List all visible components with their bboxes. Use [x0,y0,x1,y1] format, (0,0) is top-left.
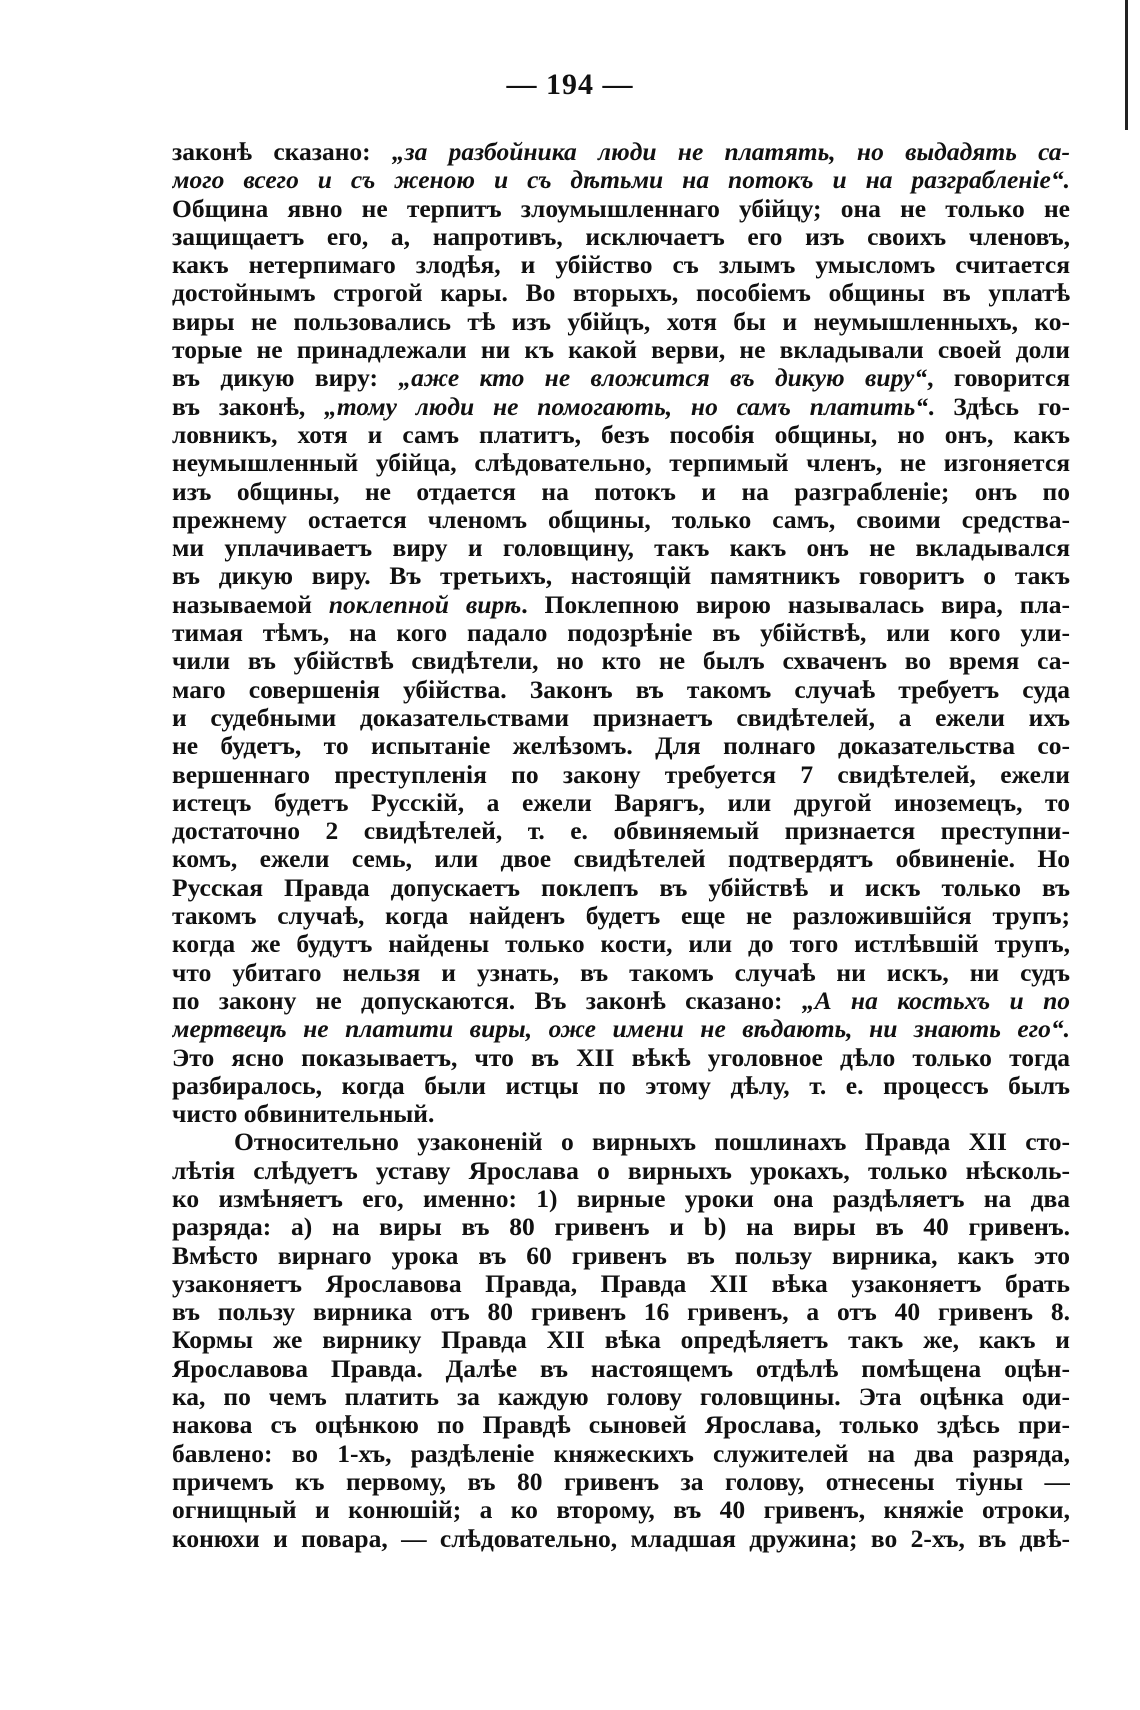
text-line [172,166,1070,194]
text-run: и судебными доказательствами признаетъ свидѣтелей, а ежели ихъ [172,703,1070,732]
text-line [172,1440,1070,1468]
text-run: защищаетъ его, а, напротивъ, исключаетъ его изъ своихъ членовъ, [172,222,1070,251]
text-line [172,1270,1070,1298]
text-run: достойнымъ строгой кары. Во вторыхъ, пособіемъ общины въ уплатѣ [172,279,1070,308]
text-line [172,478,1070,506]
text-run: истецъ будетъ Русскій, а ежели Варягъ, или другой иноземецъ, то [172,788,1070,817]
text-line [172,1044,1070,1072]
text-line [172,1411,1070,1439]
text-run: въ дикую виру: [172,364,399,393]
text-run: Русская Правда допускаетъ поклепъ въ убійствѣ и искъ только въ [172,873,1070,902]
page-number: — 194 — [506,68,634,101]
text-line [172,364,1070,392]
text-run: бавлено: во 1-хъ, раздѣленіе княжескихъ служителей на два разряда, [172,1439,1070,1468]
text-run: по закону не допускаются. Въ законѣ сказано: [172,986,802,1015]
text-line [172,930,1070,958]
text-run: достаточно 2 свидѣтелей, т. е. обвиняемый признается преступни- [172,817,1070,846]
text-line [172,1468,1070,1496]
text-run: разряда: а) на виры въ 80 гривенъ и b) на виры въ 40 гривенъ. [172,1213,1070,1242]
text-run: . Здѣсь го- [928,392,1070,421]
text-line [172,987,1070,1015]
text-line [172,421,1070,449]
text-run: Вмѣсто вирнаго урока въ 60 гривенъ въ пользу вирника, какъ это [172,1241,1070,1270]
text-line [172,1242,1070,1270]
text-line [172,647,1070,675]
text-run: изъ общины, не отдается на потокъ и на разграбленіе; онъ по [172,477,1070,506]
text-run: законѣ сказано: [172,138,392,166]
text-line [172,902,1070,930]
text-run: не будетъ, то испытаніе желѣзомъ. Для полнаго доказательства со- [172,732,1070,761]
text-run: ми уплачиваетъ виру и головщину, такъ какъ онъ не вкладывался [172,534,1070,563]
text-run: тимая тѣмъ, на кого падало подозрѣніе въ убійствѣ, или кого ули- [172,619,1070,648]
text-line [172,562,1070,590]
text-run: что убитаго нельзя и узнать, въ такомъ случаѣ ни искъ, ни судъ [172,958,1070,987]
text-run: . Поклепною вирою называлась вира, пла- [521,590,1070,619]
text-line [172,845,1070,873]
text-run: такомъ случаѣ, когда найденъ будетъ еще не разложившійся трупъ; [172,902,1070,931]
text-line [172,1496,1070,1524]
text-run: въ дикую виру. Въ третьихъ, настоящій памятникъ говоритъ о такъ [172,562,1070,591]
text-run: узаконяетъ Ярославова Правда, Правда XII вѣка узаконяетъ брать [172,1269,1070,1298]
italic-quote: „аже кто не вложится въ дикую виру“ [398,364,928,393]
text-run: причемъ къ первому, въ 80 гривенъ за голову, отнесены тіуны — [172,1467,1070,1496]
text-line [172,761,1070,789]
text-line [172,789,1070,817]
text-run: ловникъ, хотя и самъ платитъ, безъ пособія общины, но онъ, какъ [172,420,1070,449]
text-run: Относительно узаконеній о вирныхъ пошлинахъ Правда XII сто- [234,1128,1070,1157]
text-run: огнищный и конюшій; а ко второму, въ 40 гривенъ, княжіе отроки, [172,1496,1070,1525]
text-run: Ярославова Правда. Далѣе въ настоящемъ отдѣлѣ помѣщена оцѣн- [172,1354,1070,1383]
text-run: неумышленный убійца, слѣдовательно, терпимый членъ, не изгоняется [172,449,1070,478]
italic-quote: мертвецѣ не платити виры, оже имени не вѣдають, ни знають его“. [172,1015,1070,1044]
text-run: прежнему остается членомъ общины, только самъ, своими средства- [172,505,1070,534]
italic-quote: поклепной вирѣ [328,590,522,619]
text-run: лѣтія слѣдуетъ уставу Ярослава о вирныхъ урокахъ, только нѣсколь- [172,1156,1070,1185]
text-line [172,1185,1070,1213]
text-line [172,336,1070,364]
text-run: разбиралось, когда были истцы по этому дѣлу, т. е. процессъ былъ [172,1071,1070,1100]
text-line [172,732,1070,760]
text-run: называемой [172,590,329,619]
text-line [172,1128,1070,1156]
text-line [172,1383,1070,1411]
scan-edge-rule [1125,0,1128,130]
body-text [172,138,1070,1553]
text-line [172,874,1070,902]
text-line [172,195,1070,223]
text-run: какъ нетерпимаго злодѣя, и убійство съ злымъ умысломъ считается [172,251,1070,280]
text-line [172,1525,1070,1553]
italic-quote: „тому люди не помогають, но самъ платить“ [324,392,929,421]
text-run: , говорится [927,364,1070,393]
text-run: когда же будутъ найдены только кости, или до того истлѣвшій трупъ, [172,930,1070,959]
text-run: маго совершенія убійства. Законъ въ такомъ случаѣ требуетъ суда [172,675,1070,704]
text-line [172,1213,1070,1241]
text-line [172,704,1070,732]
text-run: Это ясно показываетъ, что въ XII вѣкѣ уголовное дѣло только тогда [172,1043,1070,1072]
text-run: Община явно не терпитъ злоумышленнаго убійцу; она не только не [172,194,1070,223]
text-line [172,449,1070,477]
text-run: чисто обвинительный. [172,1100,435,1129]
text-line [172,1355,1070,1383]
text-run: виры не пользовались тѣ изъ убійцъ, хотя бы и неумышленныхъ, ко- [172,307,1070,336]
text-run: вершеннаго преступленія по закону требуется 7 свидѣтелей, ежели [172,760,1070,789]
text-run: чили въ убійствѣ свидѣтели, но кто не былъ схваченъ во время са- [172,647,1070,676]
text-run: въ пользу вирника отъ 80 гривенъ 16 гривенъ, а отъ 40 гривенъ 8. [172,1298,1070,1327]
text-run: въ законѣ, [172,392,325,421]
text-line [172,959,1070,987]
text-line [172,251,1070,279]
text-line [172,591,1070,619]
text-line [172,1298,1070,1326]
text-line [172,279,1070,307]
text-line [172,1015,1070,1043]
text-line [172,1326,1070,1354]
italic-quote: мого всего и съ женою и съ дѣтьми на потокъ и на разграбленіе“. [172,166,1070,195]
text-line [172,1072,1070,1100]
italic-quote: „А на костьхъ и по [801,986,1070,1015]
text-run: ка, по чемъ платить за каждую голову головщины. Эта оцѣнка оди- [172,1383,1070,1412]
text-line [172,817,1070,845]
text-line [172,506,1070,534]
text-line [172,223,1070,251]
text-line [172,308,1070,336]
text-line [172,1157,1070,1185]
text-line [172,138,1070,166]
text-run: торые не принадлежали ни къ какой верви, не вкладывали своей доли [172,336,1070,365]
italic-quote: „за разбойника люди не платять, но выдадять са- [391,138,1070,166]
text-line [172,393,1070,421]
text-line [172,619,1070,647]
text-run: конюхи и повара, — слѣдовательно, младшая дружина; во 2-хъ, въ двѣ- [172,1524,1070,1553]
text-run: накова съ оцѣнкою по Правдѣ сыновей Ярослава, только здѣсь при- [172,1411,1070,1440]
text-line [172,1100,1070,1128]
text-line [172,676,1070,704]
text-run: ко измѣняетъ его, именно: 1) вирные уроки она раздѣляетъ на два [172,1184,1070,1213]
text-run: Кормы же вирнику Правда XII вѣка опредѣляетъ такъ же, какъ и [172,1326,1070,1355]
text-run: комъ, ежели семь, или двое свидѣтелей подтвердятъ обвиненіе. Но [172,845,1070,874]
text-line [172,534,1070,562]
